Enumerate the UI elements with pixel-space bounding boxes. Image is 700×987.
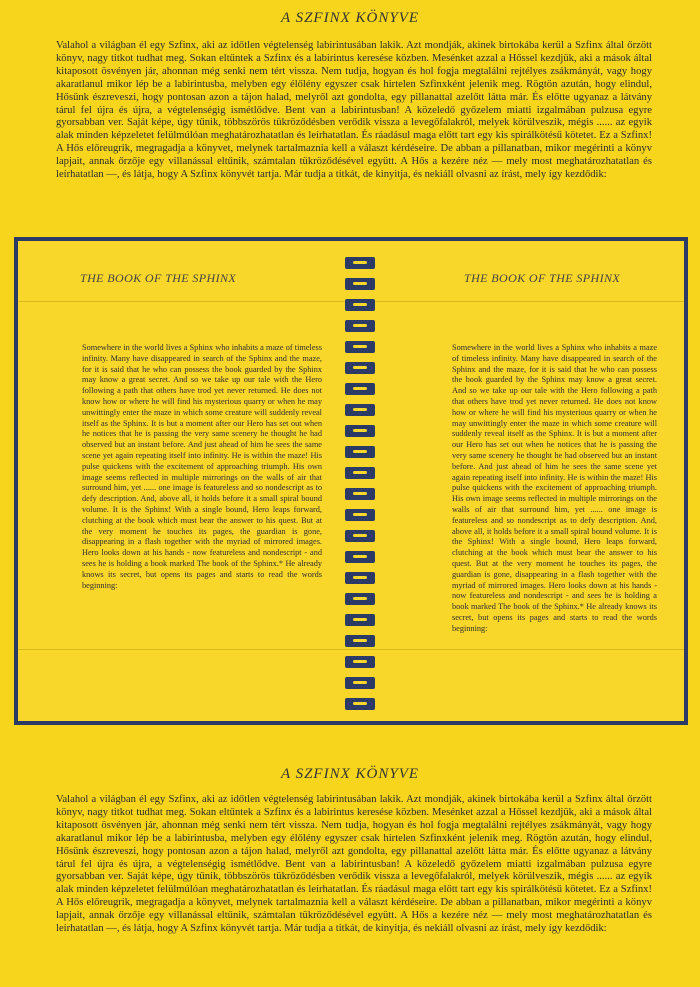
- spiral-ring: [345, 320, 375, 332]
- spiral-ring: [345, 341, 375, 353]
- top-paragraph: Valahol a világban él egy Szfinx, aki az időtlen végtelenség labirintusában lakik. Azt mondják, akinek birtokába kerül a Szfinx által őrzött könyv, nagy titkot tudhat meg. Sokan eltűntek a Szfinx és a labirintus keresése közben. Mesénket azzal a Hőssel kezdjük, aki a mások által kitaposott ösvényen jár, ahonnan még senki nem tért vissza. Nem tudja, hogyan és hol fogja megtalálni rejtélyes zsákmányát, vagy hogy akaratlanul mikor lép be a labirintusba, melyben egy élőlény egyszer csak hirtelen Szfinxként jelenik meg. Rögtön azután, hogy elindul, Hősünk észreveszi, hogy pontosan azon a tájon halad, melyről azt gondolta, egy pillanattal azelőtt látta már. És előtte ugyanaz a látvány tárul fel újra és újra, a végtelenségig ismétlődve. Bent van a labirintusban! A közeledő győzelem miatti izgalmában pulzusa egyre gyorsabban ver. Saját képe, úgy tűnik, többszörös tükröződésben verődik vissza a levegőfalakról, melyek körülveszik, mégis ...... az egyik alak minden képzeletet felülmúlóan meghatározhatatlan és leírhatatlan. És ráadásul maga előtt tart egy kis spirálkötésű kötetet. Ez a Szfinx! A Hős előreugrik, megragadja a könyvet, melynek tartalmaznia kell a választ kérdéseire. De abban a pillanatban, mikor megérinti a könyv lapjait, annak őrzője egy villanással eltűnik, számtalan tükröződésével együtt. A Hős a kezére néz — mely most meghatározhatatlan és leírhatatlan —, és látja, hogy A Szfinx könyvét tartja. Már tudja a titkát, de kinyitja, és nekiáll olvasni az írást, mely így kezdődik:: [56, 40, 652, 181]
- spiral-book: [14, 237, 688, 725]
- spiral-ring: [345, 656, 375, 668]
- top-title: A SZFINX KÖNYVE: [280, 10, 420, 26]
- spiral-ring: [345, 446, 375, 458]
- spiral-binding: [345, 241, 375, 721]
- right-page-title: THE BOOK OF THE SPHINX: [464, 271, 621, 285]
- bottom-title: A SZFINX KÖNYVE: [280, 766, 420, 782]
- spiral-ring: [345, 383, 375, 395]
- spiral-ring: [345, 467, 375, 479]
- spiral-ring: [345, 257, 375, 269]
- spiral-ring: [345, 614, 375, 626]
- bottom-paragraph: Valahol a világban él egy Szfinx, aki az időtlen végtelenség labirintusában lakik. Azt mondják, akinek birtokába kerül a Szfinx által őrzött könyv, nagy titkot tudhat meg. Sokan eltűntek a Szfinx és a labirintus keresése közben. Mesénket azzal a Hőssel kezdjük, aki a mások által kitaposott ösvényen jár, ahonnan még senki nem tért vissza. Nem tudja, hogyan és hol fogja megtalálni rejtélyes zsákmányát, vagy hogy akaratlanul mikor lép be a labirintusba, melyben egy élőlény egyszer csak hirtelen Szfinxként jelenik meg. Rögtön azután, hogy elindul, Hősünk észreveszi, hogy pontosan azon a tájon halad, melyről azt gondolta, egy pillanattal azelőtt látta már. És előtte ugyanaz a látvány tárul fel újra és újra, a végtelenségig ismétlődve. Bent van a labirintusban! A közeledő győzelem miatti izgalmában pulzusa egyre gyorsabban ver. Saját képe, úgy tűnik, többszörös tükröződésben verődik vissza a levegőfalakról, melyek körülveszik, mégis ...... az egyik alak minden képzeletet felülmúlóan meghatározhatatlan és leírhatatlan. És ráadásul maga előtt tart egy kis spirálkötésű kötetet. Ez a Szfinx! A Hős előreugrik, megragadja a könyvet, melynek tartalmaznia kell a választ kérdéseire. De abban a pillanatban, mikor megérinti a könyv lapjait, annak őrzője egy villanással eltűnik, számtalan tükröződésével együtt. A Hős a kezére néz — mely most meghatározhatatlan és leírhatatlan —, és látja, hogy A Szfinx könyvét tartja. Már tudja a titkát, de kinyitja, és nekiáll olvasni az írást, mely így kezdődik:: [56, 794, 652, 935]
- spiral-ring: [345, 572, 375, 584]
- spiral-ring: [345, 593, 375, 605]
- right-page-text: Somewhere in the world lives a Sphinx who inhabits a maze of timeless infinity. Many have disappeared in search of the Sphinx and the maze, for it is said that he who can possess the book guarded by the Sphinx may know a great secret. And so we take up our tale with the Hero following a path that others have trod yet never returned. He does not know how or where he will find his mysterious quarry or when he may unwittingly enter the maze in which some creature will suddenly reveal itself as the Sphinx. It is but a moment after our Hero has set out when he notices that he is passing the very same scenery he thought he had observed but an instant before. And just ahead of him he sees the same scene yet again repeating itself into infinity. He is within the maze! His pulse quickens with the excitement of approaching triumph. His own image seems reflected in multiple mirrorings on the walls of air that surround him, yet ...... one image is featureless and so nondescript as to defy description. And, above all, it holds before it a small spiral bound volume. It is the Sphinx! With a single bound, Hero leaps forward, clutching at the book which must bear the answer to his quest. But at the very moment he touches its pages, the guardian is gone, disappearing in a flash together with the myriad of mirrored images. Hero looks down at his hands - now featureless and nondescript - and sees he is holding a book marked The book of the Sphinx.* He already knows its secret, but opens its pages and starts to read the words beginning:: [452, 343, 657, 633]
- spiral-ring: [345, 404, 375, 416]
- spiral-ring: [345, 530, 375, 542]
- spiral-ring: [345, 551, 375, 563]
- left-page-text: Somewhere in the world lives a Sphinx who inhabits a maze of timeless infinity. Many have disappeared in search of the Sphinx and the maze, for it is said that he who can possess the book guarded by the Sphinx may know a great secret. And so we take up our tale with the Hero following a path that others have trod yet never returned. He does not know how or where he will find his mysterious quarry or when he may unwittingly enter the maze in which some creature will suddenly reveal itself as the Sphinx. It is but a moment after our Hero has set out when he notices that he is passing the very same scenery he thought he had observed but an instant before. And just ahead of him he sees the same scene yet again repeating itself into infinity. He is within the maze! His pulse quickens with the excitement of approaching triumph. His own image seems reflected in multiple mirrorings on the walls of air that surround him, yet ...... one image is featureless and so nondescript as to defy description. And, above all, it holds before it a small spiral bound volume. It is the Sphinx! With a single bound, Hero leaps forward, clutching at the book which must bear the answer to his quest. But at the very moment he touches its pages, the guardian is gone, disappearing in a flash together with the myriad of mirrored images. Hero looks down at his hands - now featureless and nondescript - and sees he is holding a book marked The book of the Sphinx.* He already knows its secret, but opens its pages and starts to read the words beginning:: [82, 343, 322, 590]
- left-page-title: THE BOOK OF THE SPHINX: [80, 271, 237, 285]
- spiral-ring: [345, 698, 375, 710]
- spiral-ring: [345, 488, 375, 500]
- spiral-ring: [345, 425, 375, 437]
- spiral-ring: [345, 278, 375, 290]
- spiral-ring: [345, 362, 375, 374]
- spiral-ring: [345, 299, 375, 311]
- spiral-ring: [345, 509, 375, 521]
- spiral-ring: [345, 677, 375, 689]
- spiral-ring: [345, 635, 375, 647]
